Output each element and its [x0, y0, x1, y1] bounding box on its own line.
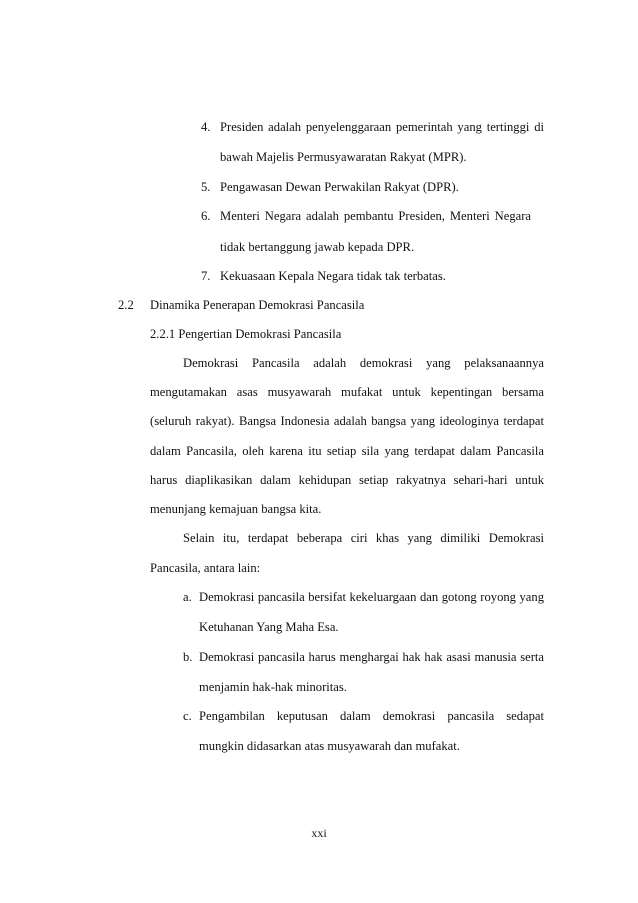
paragraph-line: menunjang kemajuan bangsa kita.	[150, 502, 322, 516]
subsection-title: 2.2.1 Pengertian Demokrasi Pancasila	[150, 327, 342, 341]
list-letter: a.	[183, 590, 192, 604]
list-number: 6.	[201, 209, 211, 223]
paragraph-line: mengutamakan asas musyawarah mufakat untuk kepentingan bersama	[150, 385, 544, 399]
list-number: 4.	[201, 120, 211, 134]
page-number: xxi	[311, 826, 327, 840]
section-title: Dinamika Penerapan Demokrasi Pancasila	[150, 298, 365, 312]
paragraph-line: harus diaplikasikan dalam kehidupan setiap rakyatnya sehari-hari untuk	[150, 473, 544, 487]
list-item-text: Demokrasi pancasila harus menghargai hak hak asasi manusia serta	[199, 650, 544, 664]
list-item-text: Presiden adalah penyelenggaraan pemerintah yang tertinggi di	[220, 120, 544, 134]
paragraph-line: (seluruh rakyat). Bangsa Indonesia adalah bangsa yang ideologinya terdapat	[150, 414, 544, 428]
list-item-text: bawah Majelis Permusyawaratan Rakyat (MPR).	[220, 150, 467, 164]
list-item-text: mungkin didasarkan atas musyawarah dan mufakat.	[199, 739, 460, 753]
paragraph-line: Demokrasi Pancasila adalah demokrasi yang pelaksanaannya	[183, 356, 544, 370]
list-item-text: Demokrasi pancasila bersifat kekeluargaan dan gotong royong yang	[199, 590, 544, 604]
paragraph-line: dalam Pancasila, oleh karena itu setiap sila yang terdapat dalam Pancasila	[150, 444, 544, 458]
list-number: 7.	[201, 269, 211, 283]
list-item-text: tidak bertanggung jawab kepada DPR.	[220, 240, 415, 254]
list-item-text: menjamin hak-hak minoritas.	[199, 680, 347, 694]
section-number: 2.2	[118, 298, 134, 312]
paragraph-line: Selain itu, terdapat beberapa ciri khas yang dimiliki Demokrasi	[183, 531, 544, 545]
list-item-text: Pengawasan Dewan Perwakilan Rakyat (DPR).	[220, 180, 459, 194]
list-letter: c.	[183, 709, 192, 723]
list-item-text: Ketuhanan Yang Maha Esa.	[199, 620, 339, 634]
list-letter: b.	[183, 650, 193, 664]
paragraph-line: Pancasila, antara lain:	[150, 561, 261, 575]
list-number: 5.	[201, 180, 211, 194]
list-item-text: Kekuasaan Kepala Negara tidak tak terbatas.	[220, 269, 446, 283]
list-item-text: Pengambilan keputusan dalam demokrasi pancasila sedapat	[199, 709, 544, 723]
list-item-text: Menteri Negara adalah pembantu Presiden, Menteri Negara	[220, 209, 531, 223]
